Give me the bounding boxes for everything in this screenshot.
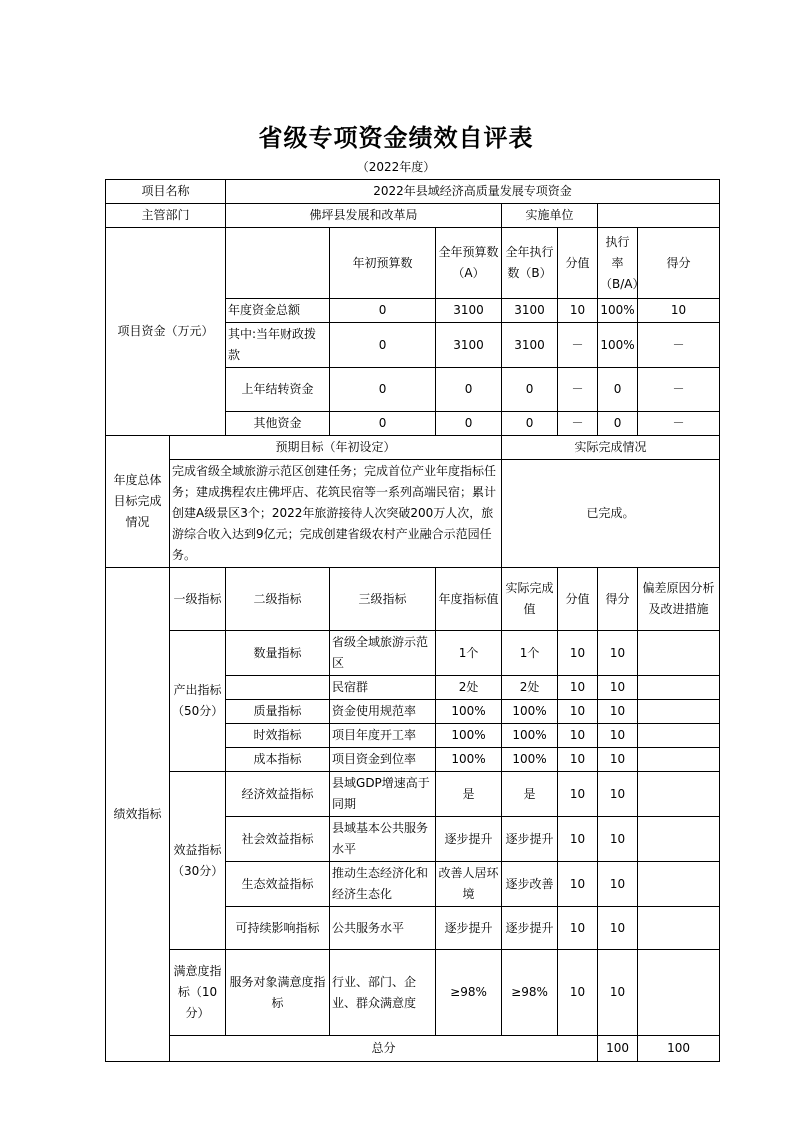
ind-got: 10 (598, 907, 638, 950)
doc-title: 省级专项资金绩效自评表 (258, 123, 534, 152)
funds-cell: 3100 (502, 299, 558, 323)
funds-cell: 0 (598, 412, 638, 436)
row-dept (106, 204, 720, 228)
ind-got: 10 (598, 862, 638, 907)
project-name-label: 项目名称 (106, 180, 226, 204)
ind-score: 10 (558, 676, 598, 700)
ind-l3: 公共服务水平 (330, 907, 436, 950)
ind-l3: 资金使用规范率 (330, 700, 436, 724)
funds-row-name: 其中:当年财政拨款 (226, 323, 330, 368)
ind-l3: 项目资金到位率 (330, 748, 436, 772)
ind-actual: 1个 (502, 631, 558, 676)
row-indicators-header (106, 568, 720, 631)
ind-got: 10 (598, 748, 638, 772)
ind-target: 100% (436, 700, 502, 724)
ind-note (638, 676, 720, 700)
goals-label: 年度总体目标完成情况 (106, 436, 170, 568)
ind-actual: ≥98% (502, 950, 558, 1036)
ind-actual: 逐步改善 (502, 862, 558, 907)
funds-cell: 0 (502, 412, 558, 436)
goals-actual-header: 实际完成情况 (502, 436, 720, 460)
funds-header-4: 执行率（B/A） (598, 228, 638, 299)
ind-l3: 行业、部门、企业、群众满意度 (330, 950, 436, 1036)
funds-header-5: 得分 (638, 228, 720, 299)
dept-value: 佛坪县发展和改革局 (226, 204, 502, 228)
ind-l2: 可持续影响指标 (226, 907, 330, 950)
ind-actual: 100% (502, 724, 558, 748)
ind-l3: 民宿群 (330, 676, 436, 700)
ind-note (638, 950, 720, 1036)
ind-header-2: 三级指标 (330, 568, 436, 631)
ind-l2: 质量指标 (226, 700, 330, 724)
ind-note (638, 724, 720, 748)
unit-label: 实施单位 (502, 204, 598, 228)
ind-target: ≥98% (436, 950, 502, 1036)
funds-cell: － (558, 323, 598, 368)
ind-header-1: 二级指标 (226, 568, 330, 631)
satisfaction-label: 满意度指标（10分） (170, 950, 226, 1036)
funds-cell: 0 (330, 299, 436, 323)
ind-header-6: 得分 (598, 568, 638, 631)
ind-actual: 2处 (502, 676, 558, 700)
ind-l2: 生态效益指标 (226, 862, 330, 907)
unit-value (598, 204, 720, 228)
ind-got: 10 (598, 700, 638, 724)
ind-l2: 数量指标 (226, 631, 330, 676)
ind-target: 100% (436, 748, 502, 772)
output-label: 产出指标（50分） (170, 631, 226, 772)
funds-row-name: 其他资金 (226, 412, 330, 436)
indicator-row (106, 772, 720, 817)
ind-target: 是 (436, 772, 502, 817)
ind-score: 10 (558, 700, 598, 724)
ind-header-3: 年度指标值 (436, 568, 502, 631)
total-got: 100 (638, 1036, 720, 1062)
funds-header-3: 分值 (558, 228, 598, 299)
funds-cell: 100% (598, 323, 638, 368)
ind-note (638, 631, 720, 676)
funds-cell: 10 (558, 299, 598, 323)
funds-header-blank (226, 228, 330, 299)
ind-l2: 社会效益指标 (226, 817, 330, 862)
funds-row-name: 上年结转资金 (226, 368, 330, 412)
ind-l3: 推动生态经济化和经济生态化 (330, 862, 436, 907)
funds-cell: 0 (436, 412, 502, 436)
ind-score: 10 (558, 907, 598, 950)
funds-cell: 0 (436, 368, 502, 412)
project-name-value: 2022年县域经济高质量发展专项资金 (226, 180, 720, 204)
ind-note (638, 862, 720, 907)
funds-cell: 0 (330, 368, 436, 412)
ind-l2: 经济效益指标 (226, 772, 330, 817)
funds-cell: 0 (502, 368, 558, 412)
ind-note (638, 748, 720, 772)
ind-header-5: 分值 (558, 568, 598, 631)
ind-l3: 县域基本公共服务水平 (330, 817, 436, 862)
funds-cell: 0 (330, 323, 436, 368)
ind-note (638, 772, 720, 817)
ind-score: 10 (558, 817, 598, 862)
total-score: 100 (598, 1036, 638, 1062)
funds-cell: 10 (638, 299, 720, 323)
total-label: 总分 (170, 1036, 598, 1062)
doc-year: （2022年度） (356, 160, 436, 174)
ind-target: 100% (436, 724, 502, 748)
indicator-row (106, 950, 720, 1036)
funds-cell: － (638, 323, 720, 368)
ind-note (638, 817, 720, 862)
goals-expected: 完成省级全域旅游示范区创建任务；完成首位产业年度指标任务；建成携程农庄佛坪店、花筑民宿等一系列高端民宿；累计创建A级景区3个；2022年旅游接待人次突破200万人次，旅游综合收入达到9亿元；完成创建省级农村产业融合示范园任务。 (170, 460, 502, 568)
ind-target: 逐步提升 (436, 907, 502, 950)
funds-label: 项目资金（万元） (106, 228, 226, 436)
ind-l3: 省级全域旅游示范区 (330, 631, 436, 676)
funds-row-name: 年度资金总额 (226, 299, 330, 323)
ind-note (638, 907, 720, 950)
ind-header-0: 一级指标 (170, 568, 226, 631)
ind-got: 10 (598, 817, 638, 862)
funds-header-1: 全年预算数（A） (436, 228, 502, 299)
funds-cell: － (638, 412, 720, 436)
row-goals-header (106, 436, 720, 460)
ind-score: 10 (558, 950, 598, 1036)
ind-actual: 是 (502, 772, 558, 817)
ind-l3: 项目年度开工率 (330, 724, 436, 748)
funds-cell: － (558, 412, 598, 436)
ind-note (638, 700, 720, 724)
ind-l2: 服务对象满意度指标 (226, 950, 330, 1036)
ind-got: 10 (598, 724, 638, 748)
ind-score: 10 (558, 862, 598, 907)
goals-expected-header: 预期目标（年初设定） (170, 436, 502, 460)
row-funds-header (106, 228, 720, 299)
ind-header-4: 实际完成值 (502, 568, 558, 631)
ind-actual: 逐步提升 (502, 907, 558, 950)
ind-score: 10 (558, 631, 598, 676)
ind-got: 10 (598, 631, 638, 676)
funds-header-0: 年初预算数 (330, 228, 436, 299)
funds-cell: － (638, 368, 720, 412)
ind-actual: 100% (502, 748, 558, 772)
funds-cell: 3100 (436, 299, 502, 323)
ind-score: 10 (558, 724, 598, 748)
ind-got: 10 (598, 772, 638, 817)
ind-header-7: 偏差原因分析及改进措施 (638, 568, 720, 631)
indicators-label: 绩效指标 (106, 568, 170, 1062)
ind-got: 10 (598, 950, 638, 1036)
ind-l2: 成本指标 (226, 748, 330, 772)
goals-actual: 已完成。 (502, 460, 720, 568)
ind-target: 2处 (436, 676, 502, 700)
ind-actual: 100% (502, 700, 558, 724)
dept-label: 主管部门 (106, 204, 226, 228)
ind-l3: 县域GDP增速高于同期 (330, 772, 436, 817)
ind-got: 10 (598, 676, 638, 700)
indicator-row (106, 631, 720, 676)
funds-cell: 100% (598, 299, 638, 323)
ind-target: 1个 (436, 631, 502, 676)
row-goals-body (106, 460, 720, 568)
row-project-name (106, 180, 720, 204)
ind-target: 改善人居环境 (436, 862, 502, 907)
ind-l2: 时效指标 (226, 724, 330, 748)
funds-cell: － (558, 368, 598, 412)
funds-cell: 0 (330, 412, 436, 436)
ind-score: 10 (558, 772, 598, 817)
row-total (106, 1036, 720, 1062)
funds-cell: 3100 (502, 323, 558, 368)
funds-cell: 3100 (436, 323, 502, 368)
funds-cell: 0 (598, 368, 638, 412)
funds-header-2: 全年执行数（B） (502, 228, 558, 299)
ind-l2 (226, 676, 330, 700)
benefit-label: 效益指标（30分） (170, 772, 226, 950)
ind-target: 逐步提升 (436, 817, 502, 862)
ind-score: 10 (558, 748, 598, 772)
ind-actual: 逐步提升 (502, 817, 558, 862)
evaluation-table (105, 179, 720, 1062)
